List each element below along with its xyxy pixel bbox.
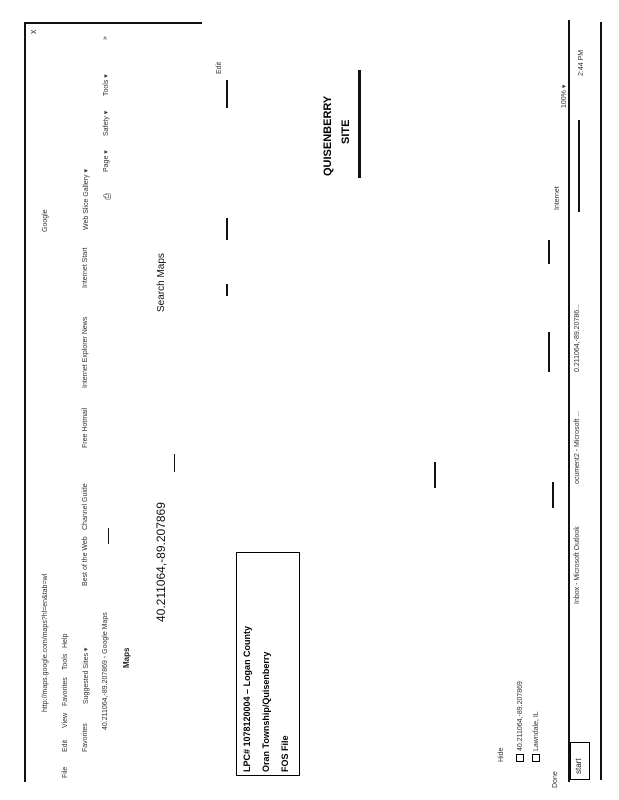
menu-tools[interactable]: Tools: [62, 653, 69, 670]
status-zone: Internet: [554, 186, 561, 210]
scan-mark: [548, 240, 550, 264]
toolbar-overflow-button[interactable]: »: [102, 36, 109, 40]
close-icon[interactable]: x: [28, 29, 38, 34]
scan-mark: [548, 332, 550, 372]
link-free-hotmail[interactable]: Free Hotmail: [82, 407, 89, 448]
link-channel-guide[interactable]: Channel Guide: [82, 483, 89, 530]
scan-mark: [434, 462, 436, 488]
menu-edit[interactable]: Edit: [62, 739, 69, 752]
result-checkbox[interactable]: [516, 754, 524, 762]
scan-mark: [174, 454, 175, 472]
favorites-button[interactable]: Favorites: [82, 723, 89, 752]
result-title: 40.211064,-89.207869: [516, 681, 524, 751]
taskbar-clock: 2:44 PM: [578, 49, 585, 76]
scan-mark: [226, 284, 228, 296]
map-search-input[interactable]: 40.211064,-89.207869: [154, 502, 168, 622]
file-label-line2: Oran Township/Quisenberry: [261, 651, 271, 772]
safety-menu-button[interactable]: Safety ▾: [103, 110, 110, 136]
browser-tab[interactable]: 40.211064,-89.207869 - Google Maps: [102, 612, 109, 730]
scan-mark: [226, 80, 228, 108]
print-icon[interactable]: ⎙: [102, 192, 112, 200]
menu-view[interactable]: View: [62, 712, 69, 728]
result-item-coords[interactable]: [516, 681, 524, 762]
scan-mark: [108, 528, 109, 544]
window-left-border: [24, 22, 26, 782]
link-suggested-sites[interactable]: Suggested Sites ▾: [83, 647, 90, 704]
menu-file[interactable]: File: [62, 766, 69, 778]
taskbar-border: [568, 20, 570, 782]
hide-link[interactable]: Hide: [498, 747, 505, 762]
status-done: Done: [552, 771, 559, 788]
search-maps-button[interactable]: Search Maps: [156, 253, 167, 312]
result-item-place[interactable]: [532, 711, 540, 762]
site-label-bar: [358, 70, 361, 178]
address-bar[interactable]: http://maps.google.com/maps?hl=en&tab=wl: [42, 573, 49, 712]
scan-mark: [552, 482, 554, 508]
window-right-border: [600, 22, 602, 780]
file-label-box: [236, 552, 300, 776]
edit-link[interactable]: Edit: [216, 61, 223, 74]
menu-help[interactable]: Help: [62, 633, 69, 648]
site-label-line2: SITE: [340, 119, 352, 144]
link-best-of-web[interactable]: Best of the Web: [82, 536, 89, 586]
search-engine-box[interactable]: Google: [42, 209, 49, 232]
link-internet-start[interactable]: Internet Start: [82, 247, 89, 288]
menu-favorites[interactable]: Favorites: [62, 677, 69, 706]
maps-logo: Maps: [122, 647, 131, 668]
taskbar-item-maps[interactable]: 0.211064,-89.20786...: [574, 304, 581, 372]
zoom-level[interactable]: 100% ▾: [561, 84, 568, 108]
link-ie-news[interactable]: Internet Explorer News: [82, 316, 89, 388]
site-label-line1: QUISENBERRY: [322, 95, 334, 176]
scan-mark: [226, 218, 228, 240]
taskbar-item-outlook[interactable]: Inbox - Microsoft Outlook: [574, 526, 581, 604]
start-button[interactable]: [570, 742, 590, 780]
result-checkbox[interactable]: [532, 754, 540, 762]
scan-mark: [578, 120, 580, 212]
page-menu-button[interactable]: Page ▾: [103, 150, 110, 172]
start-label: start: [574, 758, 583, 774]
tools-menu-button[interactable]: Tools ▾: [103, 74, 110, 96]
window-top-border: [24, 22, 202, 24]
file-label-line1: LPC# 1078120004 – Logan County: [242, 625, 252, 772]
link-web-slice-gallery[interactable]: Web Slice Gallery ▾: [83, 169, 90, 230]
result-place: Lawndale, IL: [532, 711, 540, 751]
taskbar-item-document[interactable]: ocument2 - Microsoft ...: [574, 410, 581, 484]
file-label-line3: FOS File: [280, 735, 290, 772]
